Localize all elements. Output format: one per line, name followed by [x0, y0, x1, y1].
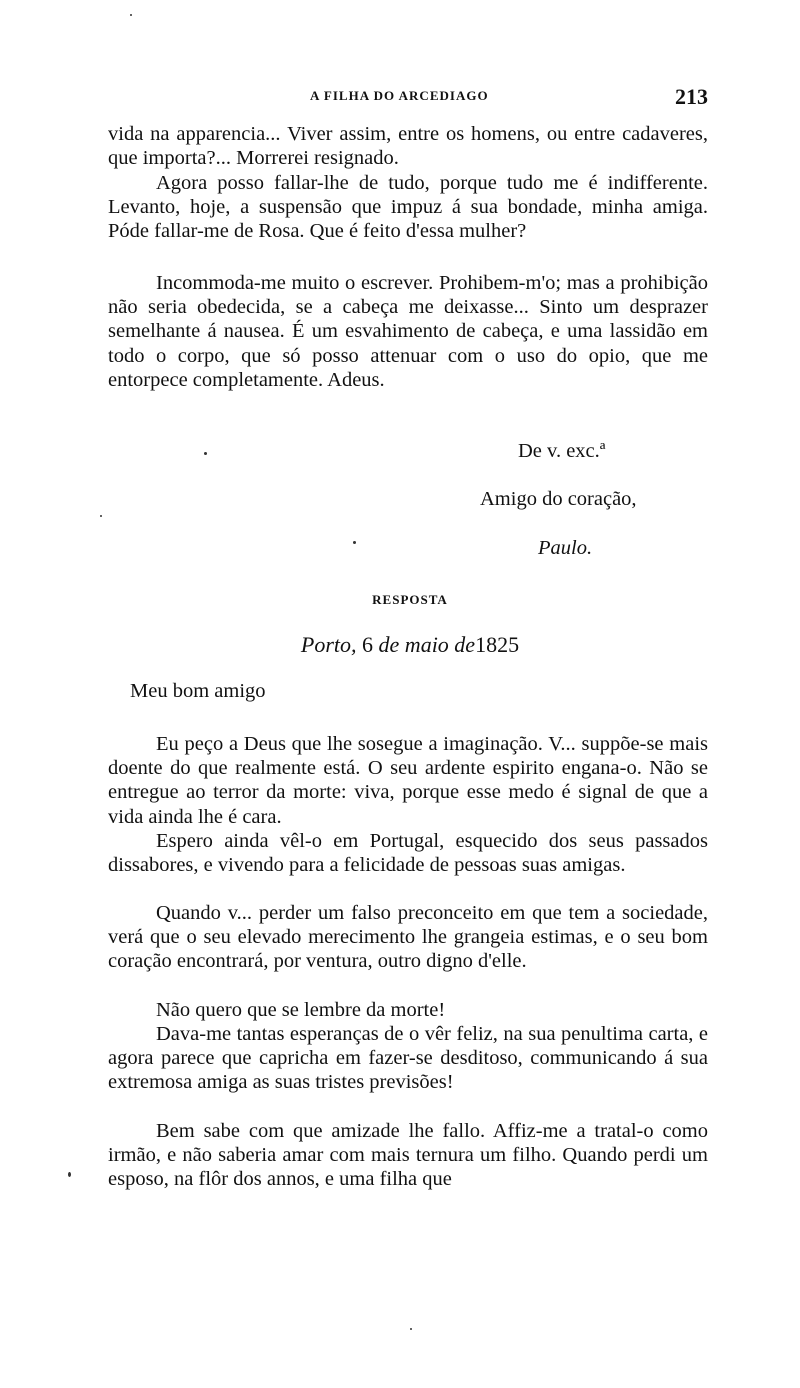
reply-heading: RESPOSTA	[372, 592, 448, 607]
reply-paragraph-1: Eu peço a Deus que lhe sosegue a imaginação. V... suppõe-se mais doente do que realmente está. O seu ardente espirito engana-o. Não se entregue ao terror da morte: viva, porque esse medo é signal de que a vida ainda lhe é cara.	[108, 733, 708, 828]
letter1-paragraph-2: Agora posso fallar-lhe de tudo, porque tudo me é indifferente. Levanto, hoje, a suspensão que impuz á sua bondade, minha amiga. Póde fallar-me de Rosa. Que é feito d'essa mulher?	[108, 172, 708, 243]
running-title: A FILHA DO ARCEDIAGO	[310, 88, 489, 103]
scan-speck	[410, 1328, 412, 1330]
reply-paragraph-3: Quando v... perder um falso preconceito em que tem a sociedade, verá que o seu elevado merecimento lhe grangeia estimas, e o seu bom coração encontrará, por ventura, outro digno d'elle.	[108, 902, 708, 973]
closing-line: De v. exc.ª	[518, 440, 606, 462]
dateline	[0, 632, 800, 658]
page-number: 213	[675, 84, 708, 109]
reply-paragraph-2: Espero ainda vêl-o em Portugal, esquecido dos seus passados dissabores, e vivendo para a felicidade de pessoas suas amigas.	[108, 830, 708, 877]
salutation: Meu bom amigo	[130, 680, 266, 702]
signature: Paulo.	[538, 537, 593, 559]
reply-paragraph-5: Dava-me tantas esperanças de o vêr feliz, na sua penultima carta, e agora parece que capricha em fazer-se desditoso, communicando á sua extremosa amiga as suas tristes previsões!	[108, 1023, 708, 1094]
running-header	[0, 84, 800, 110]
date-year: 1825	[475, 632, 520, 657]
date-day: 6	[362, 632, 374, 657]
scan-speck	[130, 14, 132, 16]
scan-speck	[100, 515, 102, 517]
reply-paragraph-6: Bem sabe com que amizade lhe fallo. Affiz-me a tratal-o como irmão, e não saberia amar com mais ternura um filho. Quando perdi um esposo, na flôr dos annos, e uma filha que	[108, 1120, 708, 1191]
date-words: de maio de	[378, 632, 476, 657]
closing-line-2: Amigo do coração,	[480, 488, 637, 510]
date-place: Porto,	[300, 632, 357, 657]
scan-speck	[353, 541, 356, 544]
letter1-paragraph-1: vida na apparencia... Viver assim, entre os homens, ou entre cadaveres, que importa?... Morrerei resignado.	[108, 123, 708, 170]
scan-speck	[204, 452, 207, 455]
letter1-paragraph-3: Incommoda-me muito o escrever. Prohibem-m'o; mas a prohibição não seria obedecida, se a cabeça me deixasse... Sinto um desprazer semelhante á nausea. É um esvahimento de cabeça, e uma lassidão em todo o corpo, que só posso attenuar com o uso do opio, que me entorpece completamente. Adeus.	[108, 272, 708, 391]
reply-paragraph-4: Não quero que se lembre da morte!	[156, 999, 446, 1021]
scan-speck	[68, 1172, 71, 1177]
